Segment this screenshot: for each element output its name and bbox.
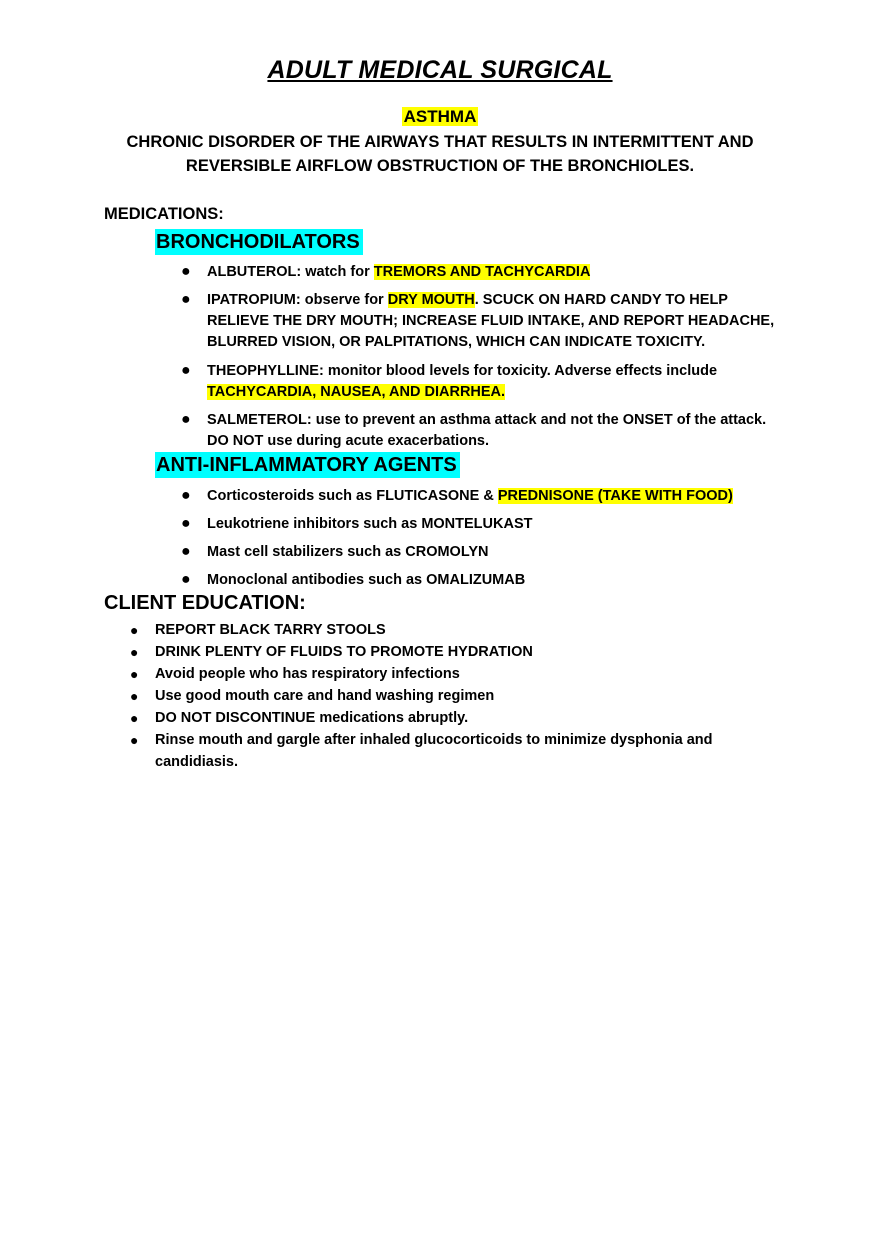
client-education-item: Rinse mouth and gargle after inhaled glucocorticoids to minimize dysphonia and candidiasis. [155,732,713,770]
ipatropium-text: IPATROPIUM: observe for [207,292,388,308]
bullet-icon: ● [181,571,191,588]
ipatropium-highlight: DRY MOUTH [387,292,475,308]
bullet-icon: ● [130,622,139,638]
anti-inflammatory-heading: ANTI-INFLAMMATORY AGENTS [155,452,460,478]
albuterol-text: ALBUTEROL: watch for [207,264,374,280]
list-item-corticosteroids [207,486,787,507]
bullet-icon: ● [181,543,191,560]
bullet-icon: ● [130,644,139,660]
page-title: ADULT MEDICAL SURGICAL [267,56,613,84]
albuterol-highlight: TREMORS AND TACHYCARDIA [373,264,591,280]
bullet-icon: ● [181,411,191,428]
client-education-heading: CLIENT EDUCATION: [104,592,306,614]
client-education-item: DO NOT DISCONTINUE medications abruptly. [155,710,469,726]
list-item-theophylline [207,361,787,403]
list-item-albuterol [207,262,787,283]
list-item-ipatropium [207,290,787,353]
list-item-salmeterol: SALMETEROL: use to prevent an asthma attack and not the ONSET of the attack. DO NOT use during acute exacerbations. [207,412,767,449]
list-item-leukotriene: Leukotriene inhibitors such as MONTELUKAST [207,516,533,532]
ipatropium-text-rest: . SCUCK ON HARD CANDY TO HELP RELIEVE THE DRY MOUTH; INCREASE FLUID INTAKE, AND REPORT HEADACHE, BLURRED VISION, OR PALPITATIONS, WHICH CAN INDICATE TOXICITY. [207,292,775,350]
corticosteroids-text: Corticosteroids such as FLUTICASONE & [207,488,498,504]
bullet-icon: ● [181,362,191,379]
client-education-item: Avoid people who has respiratory infections [155,666,460,682]
bullet-icon: ● [181,487,191,504]
bullet-icon: ● [130,710,139,726]
bullet-icon: ● [181,263,191,280]
bullet-icon: ● [130,666,139,682]
section-subtitle-asthma: ASTHMA [403,107,477,126]
bullet-icon: ● [181,515,191,532]
client-education-item: Use good mouth care and hand washing regimen [155,688,495,704]
client-education-item: DRINK PLENTY OF FLUIDS TO PROMOTE HYDRATION [155,644,533,660]
bullet-icon: ● [181,291,191,308]
bullet-icon: ● [130,688,139,704]
corticosteroids-highlight: PREDNISONE (TAKE WITH FOOD) [497,488,733,504]
bronchodilators-heading: BRONCHODILATORS [155,229,363,255]
list-item-mast-cell: Mast cell stabilizers such as CROMOLYN [207,544,489,560]
medications-label: MEDICATIONS: [104,205,224,223]
client-education-item: REPORT BLACK TARRY STOOLS [155,622,386,638]
asthma-definition: CHRONIC DISORDER OF THE AIRWAYS THAT RESULTS IN INTERMITTENT AND REVERSIBLE AIRFLOW OBSTRUCTION OF THE BRONCHIOLES. [126,133,754,175]
bullet-icon: ● [130,732,139,748]
theophylline-highlight: TACHYCARDIA, NAUSEA, AND DIARRHEA. [207,384,506,400]
theophylline-text: THEOPHYLLINE: monitor blood levels for toxicity. Adverse effects include [207,363,718,379]
subtitle-block [0,107,880,127]
list-item-monoclonal: Monoclonal antibodies such as OMALIZUMAB [207,572,526,588]
